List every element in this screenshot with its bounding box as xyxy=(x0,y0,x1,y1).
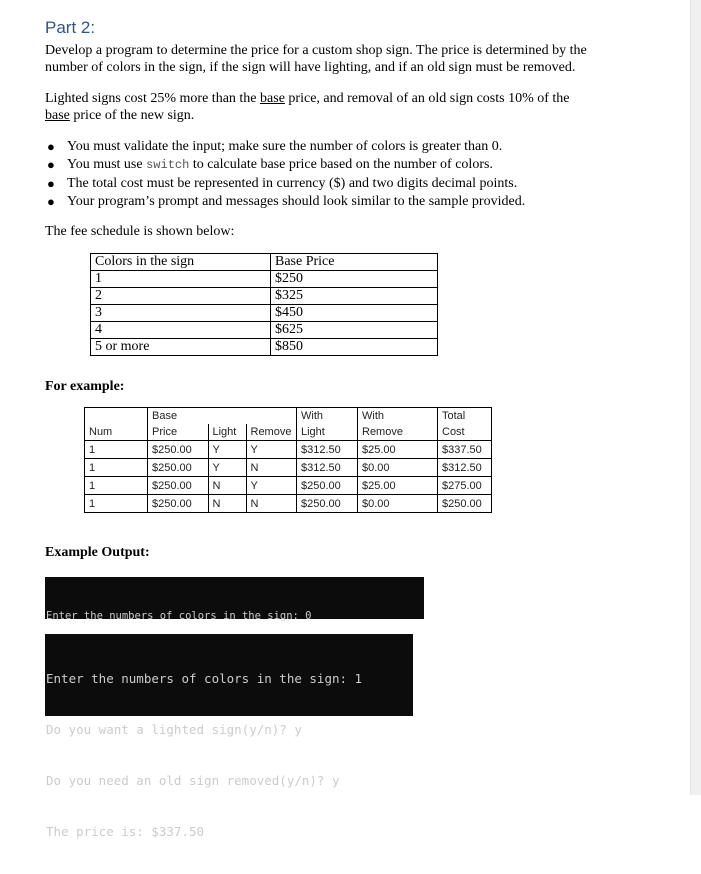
bullet-icon: ● xyxy=(47,139,55,154)
requirement-text: Your program’s prompt and messages should look similar to the sample provided. xyxy=(67,193,526,209)
table-row xyxy=(85,459,492,477)
terminal-line: Enter the numbers of colors in the sign: 1 xyxy=(46,671,363,686)
table-cell: 1 xyxy=(85,495,148,513)
table-cell: 5 or more xyxy=(91,339,271,356)
table-header-cell: Light xyxy=(297,424,358,441)
example-output-heading: Example Output: xyxy=(45,545,150,560)
example-heading: For example: xyxy=(45,379,125,394)
table-cell: 1 xyxy=(85,459,148,477)
table-header-cell: Light xyxy=(208,424,246,441)
requirement-item xyxy=(45,138,665,156)
table-cell: $0.00 xyxy=(358,459,438,477)
table-cell: 1 xyxy=(91,271,271,288)
table-row xyxy=(91,322,438,339)
table-cell: N xyxy=(208,495,246,513)
table-cell: $0.00 xyxy=(358,495,438,513)
table-cell: $25.00 xyxy=(358,477,438,495)
requirement-text: The total cost must be represented in currency ($) and two digits decimal points. xyxy=(67,175,518,191)
vertical-scrollbar[interactable] xyxy=(690,0,701,795)
terminal-line: Do you want a lighted sign(y/n)? y xyxy=(46,722,302,737)
requirement-text: You must use xyxy=(67,157,147,173)
table-cell: $312.50 xyxy=(297,441,358,459)
example-table xyxy=(84,407,492,513)
table-header-cell: Colors in the sign xyxy=(91,254,271,271)
table-header-cell: With xyxy=(358,408,438,425)
terminal-line: Do you need an old sign removed(y/n)? y xyxy=(46,773,340,788)
table-cell: $250 xyxy=(271,271,438,288)
terminal-output-invalid xyxy=(45,577,424,622)
pricing-underlined-base: base xyxy=(45,108,70,123)
table-cell: $250.00 xyxy=(438,495,492,513)
table-header-row xyxy=(91,254,438,271)
table-header-cell: Base Price xyxy=(271,254,438,271)
table-header-row xyxy=(85,424,492,441)
terminal-output-valid xyxy=(45,634,413,839)
table-cell: Y xyxy=(246,441,297,459)
fee-schedule-table xyxy=(90,253,438,356)
table-cell: $337.50 xyxy=(438,441,492,459)
table-header-cell xyxy=(85,408,148,425)
pricing-paragraph xyxy=(45,90,645,124)
table-cell: $312.50 xyxy=(297,459,358,477)
table-header-cell: Num xyxy=(85,424,148,441)
pricing-underlined-base: base xyxy=(260,91,285,106)
table-header-cell: Total xyxy=(438,408,492,425)
table-cell: $250.00 xyxy=(148,441,209,459)
code-keyword: switch xyxy=(146,158,190,173)
table-header-cell: Remove xyxy=(358,424,438,441)
table-header-cell xyxy=(208,408,246,425)
table-cell: $450 xyxy=(271,305,438,322)
intro-line-1: Develop a program to determine the price for a custom shop sign. The price is determined by the xyxy=(45,43,587,58)
requirements-list xyxy=(45,138,665,211)
table-cell: Y xyxy=(208,441,246,459)
table-cell: Y xyxy=(208,459,246,477)
table-cell: 4 xyxy=(91,322,271,339)
table-cell: 2 xyxy=(91,288,271,305)
table-cell: Y xyxy=(246,477,297,495)
table-cell: N xyxy=(246,495,297,513)
bullet-icon: ● xyxy=(47,157,55,173)
pricing-text: price, and removal of an old sign costs 10% of the xyxy=(284,91,570,106)
table-cell: 3 xyxy=(91,305,271,322)
terminal-line: The price is: $337.50 xyxy=(46,824,205,839)
table-header-cell: With xyxy=(297,408,358,425)
table-header-row xyxy=(85,408,492,425)
requirement-text: to calculate base price based on the number of colors. xyxy=(189,157,493,173)
terminal-line: Enter the numbers of colors in the sign: 0 xyxy=(46,610,312,622)
table-row xyxy=(91,339,438,356)
table-cell: $312.50 xyxy=(438,459,492,477)
table-row xyxy=(91,288,438,305)
pricing-text: price of the new sign. xyxy=(69,108,195,123)
fee-intro: The fee schedule is shown below: xyxy=(45,224,235,239)
table-header-cell: Price xyxy=(148,424,209,441)
pricing-text: Lighted signs cost 25% more than the xyxy=(45,91,261,106)
table-header-cell: Cost xyxy=(438,424,492,441)
table-cell: 1 xyxy=(85,477,148,495)
table-row xyxy=(85,441,492,459)
table-header-cell: Remove xyxy=(246,424,297,441)
intro-paragraph xyxy=(45,42,645,76)
requirement-item xyxy=(45,175,665,193)
table-cell: N xyxy=(208,477,246,495)
table-cell: $625 xyxy=(271,322,438,339)
table-cell: $250.00 xyxy=(148,477,209,495)
table-cell: $25.00 xyxy=(358,441,438,459)
part-heading: Part 2: xyxy=(45,18,96,37)
table-cell: N xyxy=(246,459,297,477)
table-row xyxy=(91,305,438,322)
table-cell: $325 xyxy=(271,288,438,305)
requirement-item xyxy=(45,193,665,211)
requirement-text: You must validate the input; make sure the number of colors is greater than 0. xyxy=(67,139,503,154)
table-cell: $250.00 xyxy=(148,459,209,477)
table-cell: $850 xyxy=(271,339,438,356)
table-row xyxy=(91,271,438,288)
requirement-item xyxy=(45,156,665,174)
bullet-icon: ● xyxy=(47,193,55,209)
table-header-cell xyxy=(246,408,297,425)
table-cell: $275.00 xyxy=(438,477,492,495)
table-row xyxy=(85,477,492,495)
table-row xyxy=(85,495,492,513)
table-header-cell: Base xyxy=(148,408,209,425)
bullet-icon: ● xyxy=(47,175,55,191)
intro-line-2: number of colors in the sign, if the sign will have lighting, and if an old sign must be removed. xyxy=(45,60,576,75)
table-cell: $250.00 xyxy=(297,477,358,495)
table-cell: $250.00 xyxy=(148,495,209,513)
table-cell: 1 xyxy=(85,441,148,459)
table-cell: $250.00 xyxy=(297,495,358,513)
